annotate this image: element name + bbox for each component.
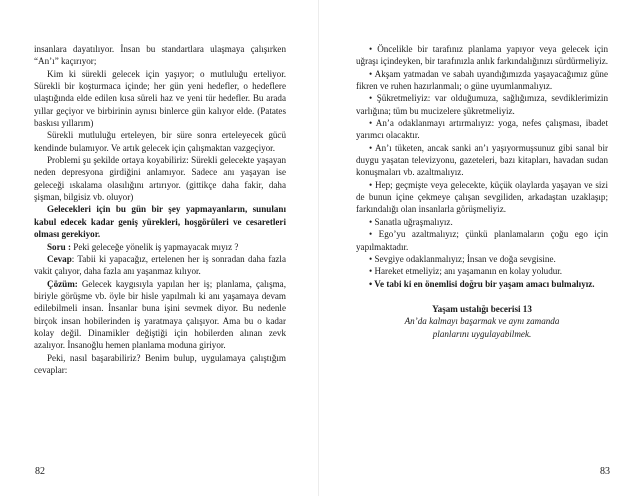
- paragraph: Problemi şu şekilde ortaya koyabiliriz: Sürekli gelecekte yaşayan neden depresyona girdiğini anlamıyor. Sadece anı yaşayan ise geleceği ıskalama olasılığını artırıyor. (gittikçe daha fakir, daha şişman, bilgisiz vb. oluyor): [34, 155, 286, 203]
- question-label: Soru :: [47, 241, 71, 252]
- solution-label: Çözüm:: [47, 278, 78, 289]
- bullet-item: • Şükretmeliyiz: var olduğumuza, sağlığımıza, sevdiklerimizin varlığına; tüm bu mucizelere şükretmeliyiz.: [356, 93, 608, 116]
- solution-text: Gelecek kaygısıyla yapılan her iş; planlama, çalışma, biriyle görüşme vb. öyle bir hisle yapılmalı ki anı yaşamaya devam edilebilmeli insan. İnsanlar buna işini sevmek diyor. Bu nedenle birçok insan hobilerinden iş yaratmaya çalışıyor. Ama bu o kadar kolay değil. Dinamikler değiştiği için hobilerden alınan zevk azalıyor. İnsanoğlu hemen planlama moduna giriyor.: [34, 278, 286, 351]
- section-heading-block: [356, 303, 608, 340]
- paragraph: Kim ki sürekli gelecek için yaşıyor; o mutluluğu erteliyor. Sürekli bir koşturmaca içinde; her gün yeni hedefler, o hedeflere ulaştığında elde edilen kısa süreli haz ve yeni tür hedefler. Bu arada yıllar geçiyor ve birbirinin aynısı binlerce gün kalıyor elde. (Patates baskısı yıllarım): [34, 68, 286, 129]
- bullet-item: • Sanatla uğraşmalıyız.: [369, 216, 453, 227]
- right-page-text: [356, 43, 608, 340]
- question-paragraph: [34, 241, 286, 253]
- bullet-item: • An’a odaklanmayı artırmalıyız: yoga, nefes çalışması, ibadet yarımcı olacaktır.: [356, 118, 608, 141]
- bullet-item: • An’ı tüketen, ancak sanki an’ı yaşıyormuşsunuz gibi sanal bir duygu yaşatan televizyonu, gazeteleri, bazı kitapları, havadan sudan konuşmaları vb. azaltmalıyız.: [356, 142, 608, 178]
- right-page: [319, 0, 638, 496]
- bullet-item-bold: • Ve tabi ki en önemlisi doğru bir yaşam amacı bulmalıyız.: [369, 278, 595, 289]
- bullet-item: • Ego’yu azaltmalıyız; çünkü planlamaların çoğu ego için yapılmaktadır.: [356, 229, 608, 252]
- paragraph: Sürekli mutluluğu erteleyen, bir süre sonra erteleyecek gücü kendinde bulamıyor. Ve artık gelecek için çalışmaktan vazgeçiyor.: [34, 130, 286, 153]
- bullet-item: • Hareket etmeliyiz; anı yaşamanın en kolay yoludur.: [369, 266, 563, 277]
- section-subtitle-line-1: An’da kalmayı başarmak ve aynı zamanda: [404, 316, 560, 327]
- left-page-text: [34, 43, 286, 376]
- page-number: 82: [35, 466, 45, 477]
- bullet-item: • Hep; geçmişte veya gelecekte, küçük olaylarda yaşayan ve sizi de bunun içine çekmeye çalışan sevgiliden, arkadaştan uzaklaşıp; farkındalığı olan insanlarla görüşmeliyiz.: [356, 179, 608, 215]
- answer-text: : Tabii ki yapacağız, ertelenen her iş sonradan daha fazla vakit çalıyor, daha fazla anı yaşanmaz kılıyor.: [34, 253, 286, 277]
- answer-paragraph: [34, 253, 286, 278]
- section-subtitle-line-2: planlarını uygulayabilmek.: [432, 328, 532, 339]
- section-title: Yaşam ustalığı becerisi 13: [432, 303, 532, 314]
- bullet-item: • Sevgiye odaklanmalıyız; İnsan ve doğa sevgisine.: [369, 253, 556, 264]
- bullet-item: • Öncelikle bir tarafınız planlama yapıyor veya gelecek için uğraşı içindeyken, bir tarafınızla anlık farkındalığınızı sürdürmeliyiz.: [356, 44, 609, 67]
- paragraph: Peki, nasıl başarabiliriz? Benim bulup, uygulamaya çalıştığım cevaplar:: [34, 352, 286, 375]
- question-text: Peki geleceğe yönelik iş yapmayacak mıyız ?: [71, 241, 239, 252]
- answer-label: Cevap: [47, 253, 72, 264]
- paragraph: insanlara dayatılıyor. İnsan bu standartlara ulaşmaya çalışırken “An’ı” kaçırıyor;: [34, 44, 286, 67]
- page-number: 83: [600, 466, 610, 477]
- bullet-item: • Akşam yatmadan ve sabah uyandığımızda yaşayacağımız güne fikren ve ruhen hazırlanmalı; o güne uyumlanmalıyız.: [356, 68, 608, 92]
- solution-paragraph: [34, 278, 286, 352]
- bold-paragraph: Gelecekleri için bu gün bir şey yapmayanların, sunulanı kabul edecek kadar geniş yürekleri, hoşgörüleri ve cesaretleri olması gerekiyor.: [34, 204, 286, 240]
